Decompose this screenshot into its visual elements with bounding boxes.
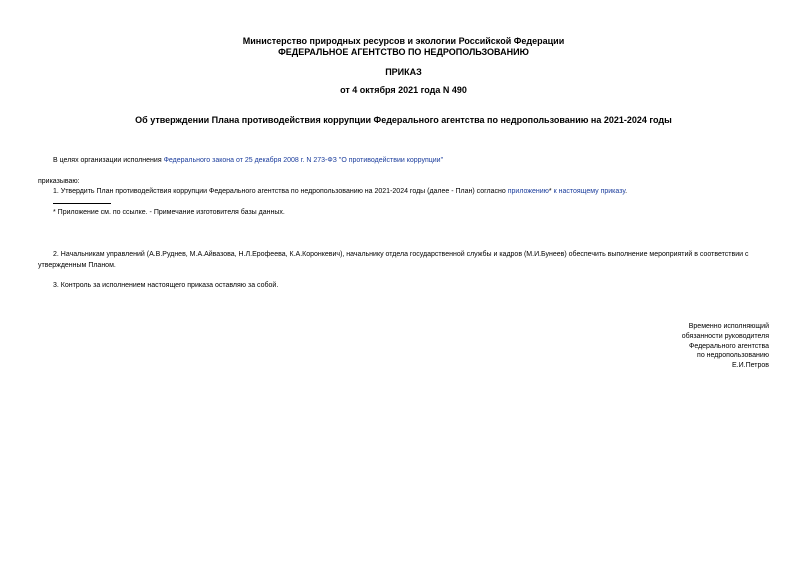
item-1-end: . [625, 188, 628, 195]
appendix-link[interactable]: приложению [507, 188, 549, 195]
footnote-marker: * [548, 188, 552, 195]
signatory-name: Е.И.Петров [732, 362, 769, 370]
item-2-line-1: 2. Начальникам управлений (А.В.Руднев, М.А.Айвазова, Н.Л.Ерофеева, К.А.Коронкевич), начальнику отдела государственной службы и кадров (М.И.Бунеев) обеспечить выполнение мероприятий в соответствии с [53, 251, 749, 258]
preamble-text: В целях организации исполнения [53, 157, 164, 164]
item-3-paragraph: 3. Контроль за исполнением настоящего приказа оставляю за собой. [53, 282, 279, 289]
order-word: приказываю: [38, 178, 80, 185]
footnote-text: * Приложение см. по ссылке. - Примечание изготовителя базы данных. [53, 209, 285, 216]
federal-law-link[interactable]: Федерального закона от 25 декабря 2008 г. N 273-ФЗ "О противодействии коррупции" [163, 157, 444, 164]
document-title: Об утверждении Плана противодействия коррупции Федерального агентства по недропользованию на 2021-2024 годы [135, 115, 672, 125]
item-1-paragraph [53, 187, 627, 196]
signature-line-3: Федерального агентства [689, 342, 769, 350]
document-type: ПРИКАЗ [385, 67, 422, 77]
footnote-divider [53, 203, 111, 204]
signature-line-1: Временно исполняющий [688, 323, 769, 330]
item-2-line-2: утвержденным Планом. [38, 262, 116, 269]
order-link[interactable]: к настоящему приказу [551, 188, 626, 195]
item-1-text: 1. Утвердить План противодействия коррупции Федерального агентства по недропользованию на 2021-2024 годы (далее - План) согласно [53, 188, 508, 195]
agency-heading: ФЕДЕРАЛЬНОЕ АГЕНТСТВО ПО НЕДРОПОЛЬЗОВАНИЮ [278, 47, 529, 57]
signature-line-4: по недропользованию [697, 352, 769, 360]
preamble-paragraph [53, 156, 443, 165]
signature-line-2: обязанности руководителя [681, 332, 769, 340]
signature-block [682, 322, 769, 371]
ministry-heading: Министерство природных ресурсов и экологии Российской Федерации [242, 36, 565, 46]
document-date-number: от 4 октября 2021 года N 490 [340, 85, 467, 95]
